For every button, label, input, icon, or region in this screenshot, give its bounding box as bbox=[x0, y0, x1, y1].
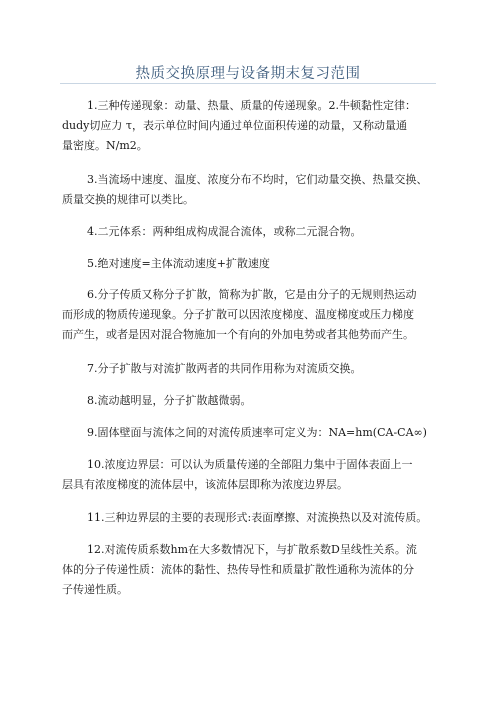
paragraph-line: dudy切应力 τ，表示单位时间内通过单位面积传递的动量，又称动量通 bbox=[62, 119, 407, 132]
paragraph-line: 而形成的物质传递现象。分子扩散可以因浓度梯度、温度梯度或压力梯度 bbox=[62, 308, 414, 321]
paragraph-4 bbox=[62, 254, 436, 274]
paragraph-line: 量密度。N/m2。 bbox=[62, 139, 148, 152]
paragraph-2 bbox=[62, 170, 436, 210]
paragraph-line: 7.分子扩散与对流扩散两者的共同作用称为对流质交换。 bbox=[87, 362, 362, 375]
paragraph-10 bbox=[62, 508, 436, 528]
paragraph-line: 10.浓度边界层：可以认为质量传递的全部阻力集中于固体表面上一 bbox=[87, 458, 413, 471]
paragraph-7 bbox=[62, 391, 436, 411]
paragraph-line: 层具有浓度梯度的流体层中，该流体层即称为浓度边界层。 bbox=[62, 478, 348, 491]
paragraph-line: 子传递性质。 bbox=[62, 583, 128, 596]
paragraph-3 bbox=[62, 222, 436, 242]
paragraph-11 bbox=[62, 540, 436, 600]
paragraph-1 bbox=[62, 96, 436, 156]
paragraph-line: 4.二元体系：两种组成构成混合流体，或称二元混合物。 bbox=[87, 225, 362, 238]
title-divider bbox=[60, 83, 436, 84]
paragraph-line: 11.三种边界层的主要的表现形式:表面摩擦、对流换热以及对流传质。 bbox=[87, 511, 428, 524]
paragraph-9 bbox=[62, 455, 436, 495]
page-title: 热质交换原理与设备期末复习范围 bbox=[135, 66, 361, 82]
paragraph-line: 体的分子传递性质：流体的黏性、热传导性和质量扩散性通称为流体的分 bbox=[62, 563, 414, 576]
paragraph-line: 质量交换的规律可以类比。 bbox=[62, 193, 194, 206]
paragraph-line: 3.当流场中速度、温度、浓度分布不均时，它们动量交换、热量交换、 bbox=[87, 173, 428, 186]
paragraph-8 bbox=[62, 423, 436, 443]
paragraph-5 bbox=[62, 285, 436, 345]
paragraph-line: 1.三种传递现象：动量、热量、质量的传递现象。2.牛顿黏性定律： bbox=[87, 99, 416, 112]
paragraph-line: 9.固体壁面与流体之间的对流传质速率可定义为：NA=hm(CA-CA∞) bbox=[87, 426, 427, 439]
paragraph-line: 12.对流传质系数hm在大多数情况下，与扩散系数D呈线性关系。流 bbox=[87, 543, 417, 556]
paragraph-line: 5.绝对速度=主体流动速度+扩散速度 bbox=[87, 257, 270, 270]
paragraph-line: 6.分子传质又称分子扩散，简称为扩散，它是由分子的无规则热运动 bbox=[87, 288, 417, 301]
paragraph-6 bbox=[62, 359, 436, 379]
paragraph-line: 而产生，或者是因对混合物施加一个有向的外加电势或者其他势而产生。 bbox=[62, 328, 414, 341]
paragraph-line: 8.流动越明显，分子扩散越微弱。 bbox=[87, 394, 252, 407]
